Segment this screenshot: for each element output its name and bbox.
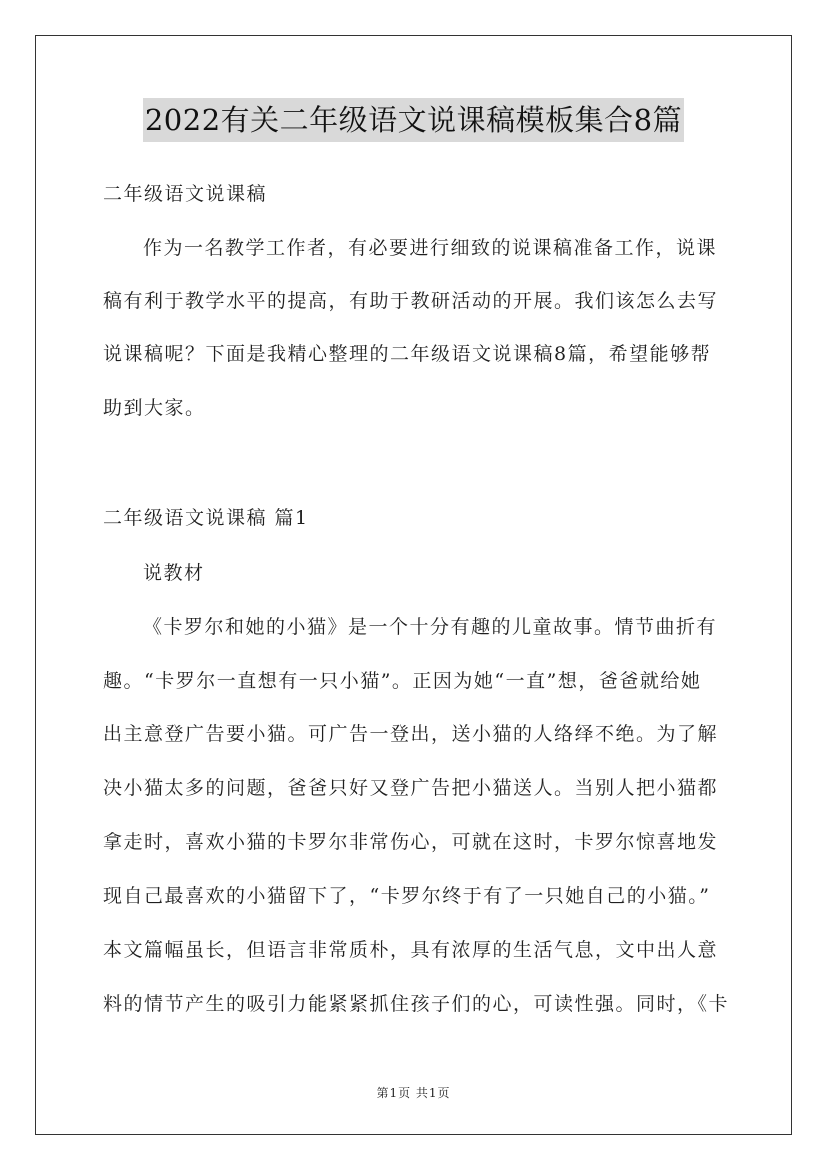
body-line-2: 趣。“卡罗尔一直想有一只小猫”。正因为她“一直”想，爸爸就给她	[103, 670, 702, 692]
intro-line-4: 助到大家。	[103, 397, 206, 419]
body-line-7: 本文篇幅虽长，但语言非常质朴，具有浓厚的生活气息，文中出人意	[103, 939, 719, 961]
body-line-6: 现自己最喜欢的小猫留下了，“卡罗尔终于有了一只她自己的小猫。”	[103, 885, 711, 907]
body-line-5: 拿走时，喜欢小猫的卡罗尔非常伤心，可就在这时，卡罗尔惊喜地发	[103, 831, 719, 853]
part1-subheading: 说教材	[143, 562, 205, 584]
section-heading: 二年级语文说课稿	[103, 183, 268, 205]
body-line-3: 出主意登广告要小猫。可广告一登出，送小猫的人络绎不绝。为了解	[103, 723, 719, 745]
intro-line-2: 稿有利于教学水平的提高，有助于教研活动的开展。我们该怎么去写	[103, 290, 719, 312]
intro-line-3: 说课稿呢？下面是我精心整理的二年级语文说课稿8篇，希望能够帮	[103, 343, 712, 365]
body-line-8: 料的情节产生的吸引力能紧紧抓住孩子们的心，可读性强。同时，《卡	[103, 993, 730, 1015]
body-line-4: 决小猫太多的问题，爸爸只好又登广告把小猫送人。当别人把小猫都	[103, 777, 719, 799]
body-line-1: 《卡罗尔和她的小猫》是一个十分有趣的儿童故事。情节曲折有	[143, 616, 718, 638]
part1-heading: 二年级语文说课稿 篇1	[103, 507, 309, 529]
intro-line-1: 作为一名教学工作者，有必要进行细致的说课稿准备工作，说课	[143, 237, 718, 259]
page-number-footer: 第1页 共1页	[376, 1086, 451, 1100]
title-container	[0, 98, 827, 142]
document-title: 2022有关二年级语文说课稿模板集合8篇	[143, 98, 684, 142]
